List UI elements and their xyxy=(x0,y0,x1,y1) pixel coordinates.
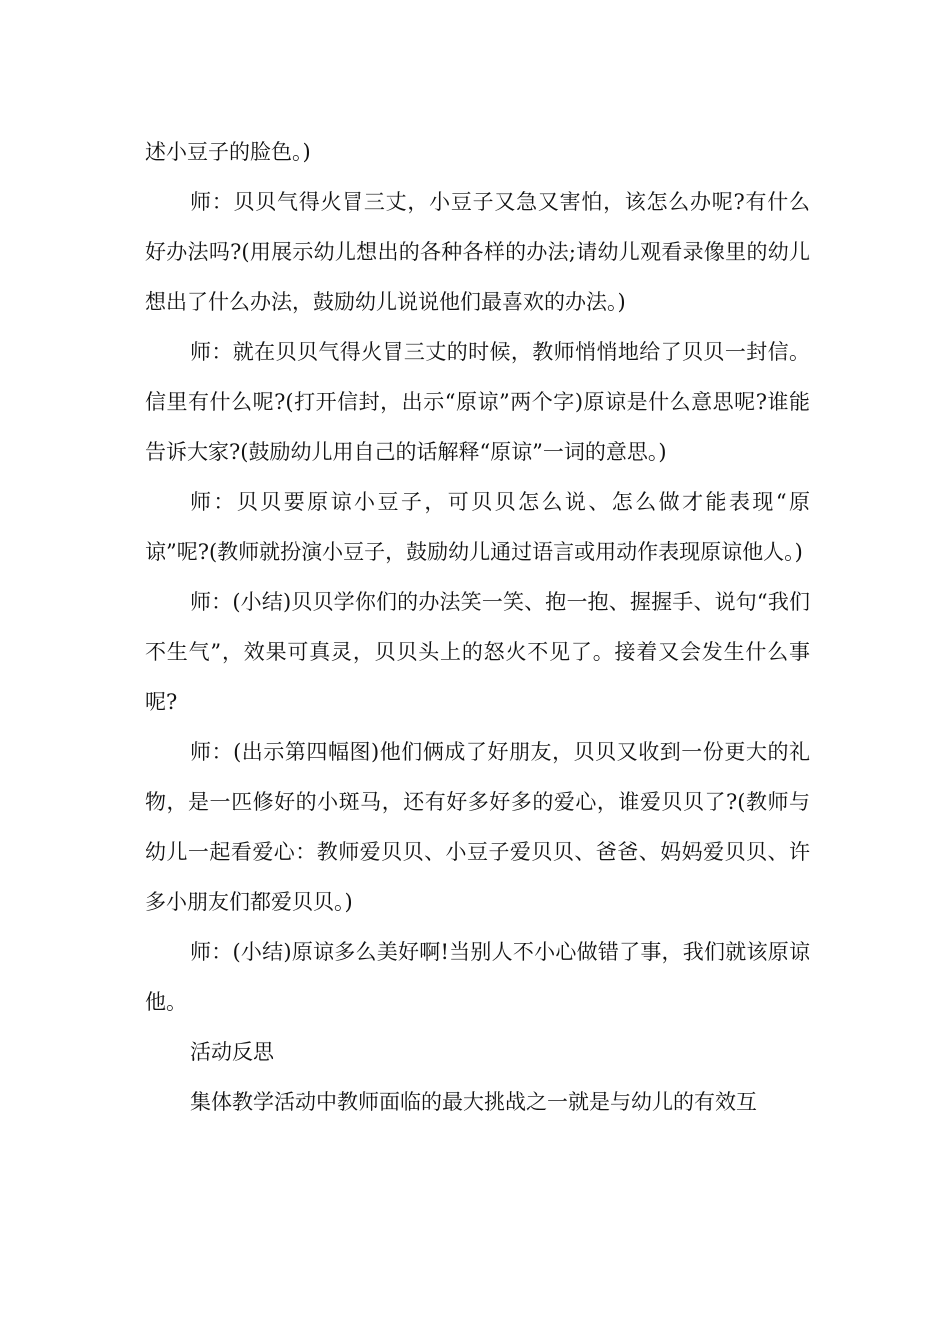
paragraph-teacher-solutions: 师：贝贝气得火冒三丈，小豆子又急又害怕，该怎么办呢?有什么好办法吗?(用展示幼儿想出的各种各样的办法;请幼儿观看录像里的幼儿想出了什么办法，鼓励幼儿说说他们最喜欢的办法。) xyxy=(145,190,810,314)
paragraph-reflection: 集体教学活动中教师面临的最大挑战之一就是与幼儿的有效互 xyxy=(190,1090,757,1114)
document-body xyxy=(145,127,810,1127)
paragraph-teacher-fourth-picture: 师：(出示第四幅图)他们俩成了好朋友，贝贝又收到一份更大的礼物，是一匹修好的小斑马，还有好多好多的爱心，谁爱贝贝了?(教师与幼儿一起看爱心：教师爱贝贝、小豆子爱贝贝、爸爸、妈妈爱贝贝、许多小朋友们都爱贝贝。) xyxy=(145,740,810,914)
paragraph-teacher-summary-2: 师：(小结)原谅多么美好啊!当别人不小心做错了事，我们就该原谅他。 xyxy=(145,940,810,1014)
paragraph-teacher-letter: 师：就在贝贝气得火冒三丈的时候，教师悄悄地给了贝贝一封信。信里有什么呢?(打开信封，出示“原谅”两个字)原谅是什么意思呢?谁能告诉大家?(鼓励幼儿用自己的话解释“原谅”一词的意思。) xyxy=(145,340,810,464)
paragraph-teacher-forgive: 师：贝贝要原谅小豆子，可贝贝怎么说、怎么做才能表现“原谅”呢?(教师就扮演小豆子，鼓励幼儿通过语言或用动作表现原谅他人。) xyxy=(145,490,810,564)
paragraph-teacher-summary-1: 师：(小结)贝贝学你们的办法笑一笑、抱一抱、握握手、说句“我们不生气”，效果可真灵，贝贝头上的怒火不见了。接着又会发生什么事呢? xyxy=(145,590,810,714)
section-heading-reflection: 活动反思 xyxy=(190,1040,274,1064)
paragraph-continuation: 述小豆子的脸色。) xyxy=(145,140,311,164)
